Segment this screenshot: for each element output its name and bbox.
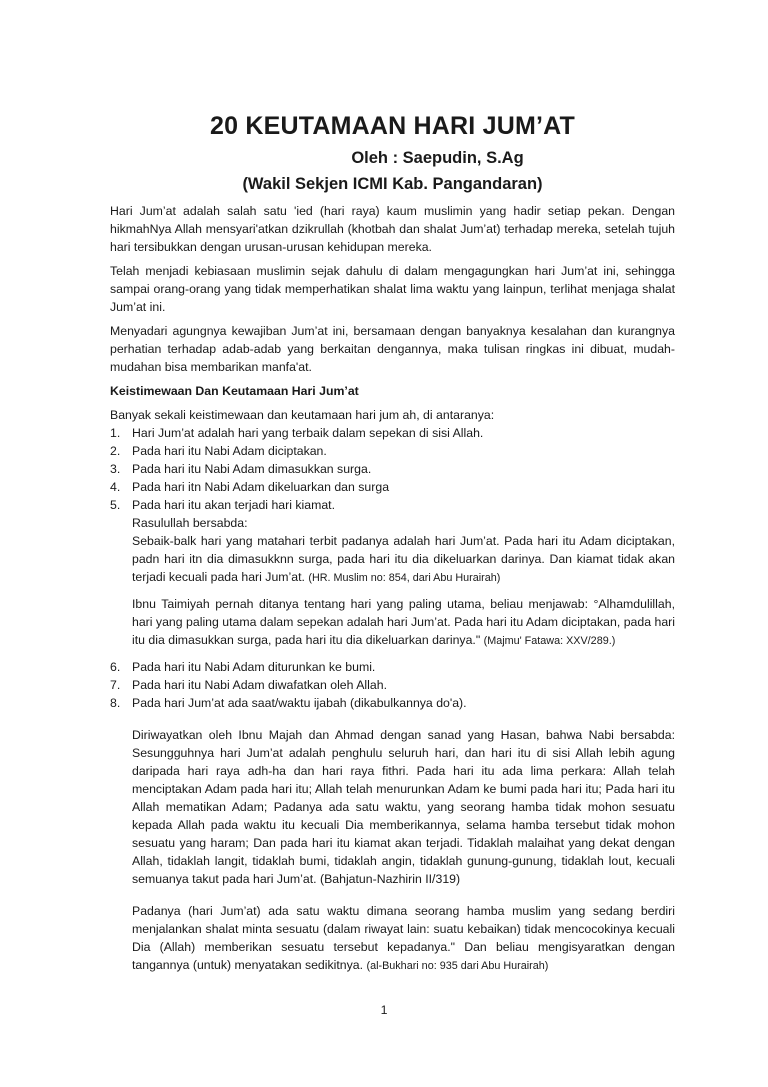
hadith-1 bbox=[132, 532, 675, 587]
author-line: Oleh : Saepudin, S.Ag bbox=[351, 149, 524, 167]
hadith-1-text: Sebaik-balk hari yang matahari terbit padanya adalah hari Jum’at. Pada hari itu Adam diciptakan, padn hari itn dia dimasukknn surga, pada hari itu dia dikeluarkan darinya. Dan kiamat tidak akan terjadi kecuali pada hari Jum’at. bbox=[132, 534, 675, 584]
list-item bbox=[110, 478, 675, 496]
hadith-1-source: (HR. Muslim no: 854, dari Abu Hurairah) bbox=[308, 572, 501, 584]
list-item bbox=[110, 496, 675, 514]
section-lead: Banyak sekali keistimewaan dan keutamaan hari jum ah, di antaranya: bbox=[110, 408, 495, 422]
list-number: 5. bbox=[110, 498, 121, 512]
list-number: 2. bbox=[110, 444, 121, 458]
list-text: Hari Jum’at adalah hari yang terbaik dalam sepekan di sisi Allah. bbox=[132, 426, 484, 440]
bukhari-source: (al-Bukhari no: 935 dari Abu Hurairah) bbox=[366, 960, 549, 972]
virtues-list-a bbox=[110, 424, 675, 514]
list-text: Pada hari itu Nabi Adam diciptakan. bbox=[132, 444, 327, 458]
list-number: 6. bbox=[110, 660, 121, 674]
affiliation-line: (Wakil Sekjen ICMI Kab. Pangandaran) bbox=[242, 175, 543, 193]
list-number: 1. bbox=[110, 426, 121, 440]
list-text: Pada hari itu Nabi Adam dimasukkan surga. bbox=[132, 462, 372, 476]
list-item bbox=[110, 676, 675, 694]
list-number: 3. bbox=[110, 462, 121, 476]
list-number: 4. bbox=[110, 480, 121, 494]
bukhari-narration bbox=[132, 902, 675, 975]
taimiyah-text: Ibnu Taimiyah pernah ditanya tentang hari yang paling utama, beliau menjawab: °Alhamdulillah, hari yang paling utama dalam sepekan adalah hari Jum’at. Pada hari itu Adam diciptakan, pada hari itu dia dimasukkan surga, pada hari itu dia dikeluarkan darinya." bbox=[132, 597, 675, 647]
rasulullah-label: Rasulullah bersabda: bbox=[132, 516, 248, 530]
list-text: Pada hari itu Nabi Adam diwafatkan oleh Allah. bbox=[132, 678, 387, 692]
intro-paragraph-2: Telah menjadi kebiasaan muslimin sejak dahulu di dalam mengagungkan hari Jum’at ini, sehingga sampai orang-orang yang tidak memperhatikan shalat lima waktu yang lainpun, terlihat menjaga shalat Jum’at ini. bbox=[110, 264, 675, 314]
list-text: Pada hari itu akan terjadi hari kiamat. bbox=[132, 498, 336, 512]
list-text: Pada hari itn Nabi Adam dikeluarkan dan surga bbox=[132, 480, 390, 494]
list-text: Pada hari Jum’at ada saat/waktu ijabah (dikabulkannya do'a). bbox=[132, 696, 467, 710]
list-item bbox=[110, 442, 675, 460]
hadith-block bbox=[132, 514, 675, 650]
page-number: 1 bbox=[380, 1003, 388, 1017]
intro-paragraph-1: Hari Jum’at adalah salah satu 'ied (hari raya) kaum muslimin yang hadir setiap pekan. Dengan hikmahNya Allah mensyari'atkan dzikrullah (khotbah dan shalat Jum’at) terhadap mereka, setelah tujuh hari tersibukkan dengan urusan-urusan kehidupan mereka. bbox=[110, 204, 675, 254]
document-page bbox=[110, 112, 675, 975]
list-text: Pada hari itu Nabi Adam diturunkan ke bumi. bbox=[132, 660, 376, 674]
taimiyah-source: (Majmu' Fatawa: XXV/289.) bbox=[483, 635, 616, 647]
taimiyah-quote bbox=[132, 595, 675, 650]
section-heading: Keistimewaan Dan Keutamaan Hari Jum’at bbox=[110, 384, 359, 398]
narration-block bbox=[132, 726, 675, 975]
bukhari-text: Padanya (hari Jum’at) ada satu waktu dimana seorang hamba muslim yang sedang berdiri menjalankan shalat minta sesuatu (dalam riwayat lain: suatu kebaikan) tidak mencocokinya kecuali Dia (Allah) memberikan sesuatu tersebut kepadanya." Dan beliau mengisyaratkan dengan tangannya (untuk) menyatakan sedikitnya. bbox=[132, 904, 675, 972]
page-title: 20 KEUTAMAAN HARI JUM’AT bbox=[210, 112, 575, 140]
list-item bbox=[110, 460, 675, 478]
intro-paragraph-3: Menyadari agungnya kewajiban Jum’at ini, bersamaan dengan banyaknya kesalahan dan kurangnya perhatian terhadap adab-adab yang berkaitan dengannya, maka tulisan ringkas ini dibuat, mudah-mudahan bisa membarikan manfa'at. bbox=[110, 324, 675, 374]
virtues-list-b bbox=[110, 658, 675, 712]
list-number: 7. bbox=[110, 678, 121, 692]
list-number: 8. bbox=[110, 696, 121, 710]
list-item bbox=[110, 658, 675, 676]
majah-narration: Diriwayatkan oleh Ibnu Majah dan Ahmad dengan sanad yang Hasan, bahwa Nabi bersabda: Sesungguhnya hari Jum’at adalah penghulu seluruh hari, dan hari itu di sisi Allah lebih agung daripada hari raya adh-ha dan hari raya fithri. Pada hari itu ada lima perkara: Allah telah menciptakan Adam pada hari itu; Allah telah menurunkan Adam ke bumi pada hari itu; Pada hari itu Allah mematikan Adam; Padanya ada satu waktu, yang seorang hamba tidak mohon sesuatu kepada Allah pada waktu itu kecuali Dia memberikannya, selama hamba tersebut tidak mohon sesuatu yang haram; Dan pada hari itu kiamat akan terjadi. Tidaklah malaihat yang dekat dengan Allah, tidaklah langit, tidaklah bumi, tidaklah angin, tidaklah gunung-gunung, tidaklah lout, kecuali semuanya takut pada hari Jum’at. (Bahjatun-Nazhirin II/319) bbox=[132, 728, 675, 886]
list-item bbox=[110, 694, 675, 712]
list-item bbox=[110, 424, 675, 442]
